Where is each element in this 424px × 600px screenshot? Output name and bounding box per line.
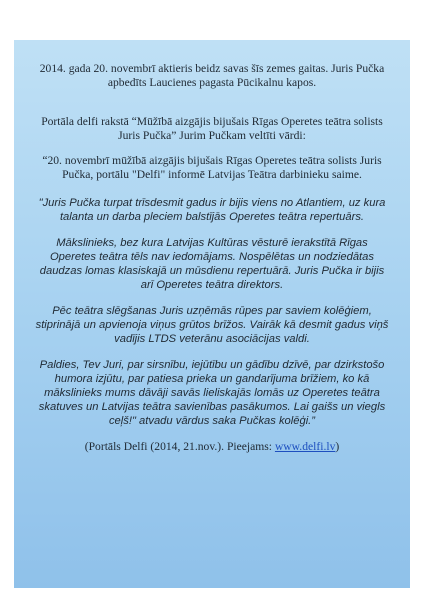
- quote-paragraph-3: Pēc teātra slēgšanas Juris uzņēmās rūpes par saviem kolēģiem, stiprinājā un apvienoja viņus grūtos brīžos. Vairāk kā desmit gadus viņš vadījis LTDS veterānu asociācijas valdi.: [35, 305, 389, 346]
- citation: [32, 440, 392, 454]
- quote-paragraph-2: Mākslinieks, bez kura Latvijas Kultūras vēsturē ierakstītā Rīgas Operetes teātra tēls nav iedomājams. Nospēlētas un nodziedātas daudzas lomas klasiskajā un mūsdienu repertuārā. Juris Pučka ir bijis arī Operetes teātra direktors.: [39, 237, 385, 292]
- quote-paragraph-4: Paldies, Tev Juri, par sirsnību, iejūtību un gādību dzīvē, par dzirkstošo humora izjūtu, par patiesa prieka un gandarījuma brīžiem, ko kā mākslinieks mums dāvāji savās lieliskajās lomās uz Operetes teātra skatuves un Latvijas teātra savienības pasākumos. Lai gaišs un viegls ceļš!" atvadu vārdus saka Pučkas kolēģi.”: [38, 359, 386, 428]
- source-paragraph: Portāla delfi rakstā “Mūžībā aizgājis bijušais Rīgas Operetes teātra solists Juris Pučka” Jurim Pučkam veltīti vārdi:: [41, 114, 383, 143]
- intro-paragraph: 2014. gada 20. novembrī aktieris beidz savas šīs zemes gaitas. Juris Pučka apbedīts Laucienes pagasta Pūcikalnu kapos.: [39, 62, 385, 90]
- citation-prefix: (Portāls Delfi (2014, 21.nov.). Pieejams:: [84, 440, 275, 454]
- quote-lead-paragraph: “20. novembrī mūžībā aizgājis bijušais Rīgas Operetes teātra solists Juris Pučka, portālu "Delfi" informē Latvijas Teātra darbinieku saime.: [42, 153, 382, 182]
- citation-suffix: ): [335, 440, 340, 454]
- citation-link[interactable]: www.delfi.lv: [274, 440, 336, 454]
- memorial-text-card: [14, 40, 410, 588]
- quote-paragraph-1: "Juris Pučka turpat trīsdesmit gadus ir bijis viens no Atlantiem, uz kura talanta un darba pleciem balstījās Operetes teātra repertuārs.: [38, 197, 386, 224]
